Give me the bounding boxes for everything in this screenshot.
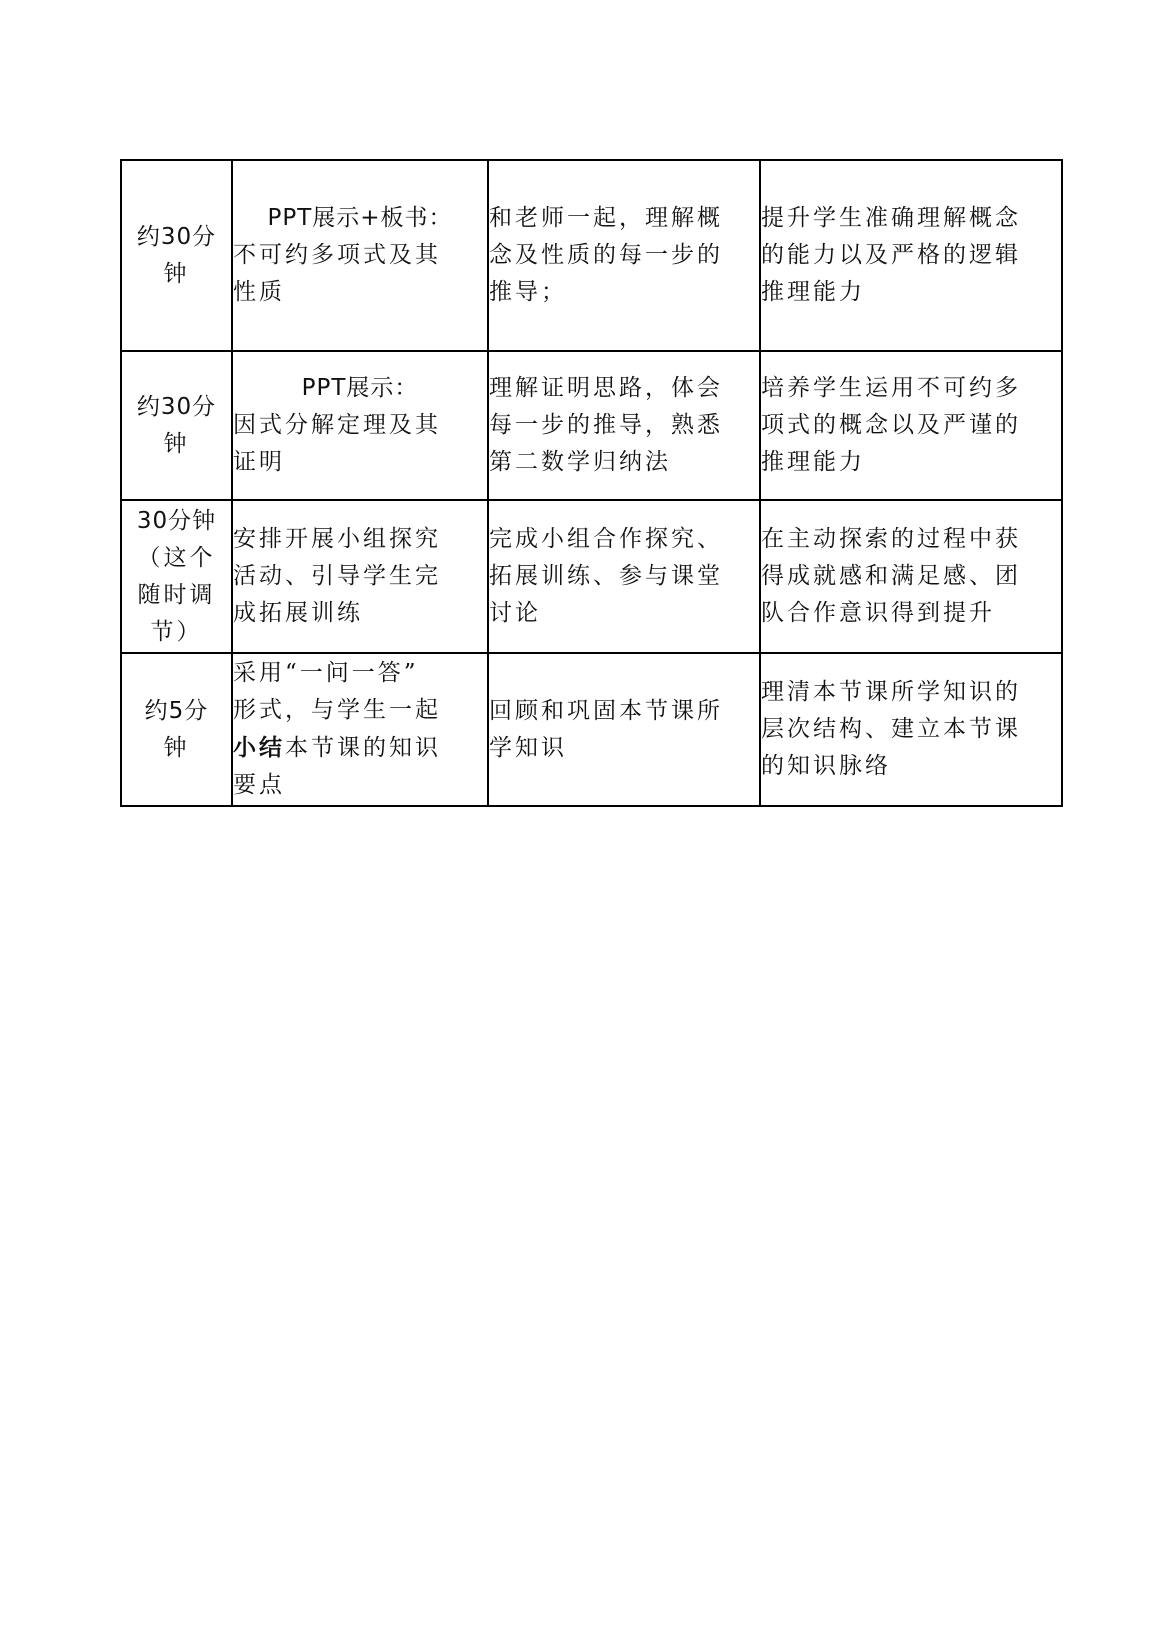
design-intent-text: 提升学生准确理解概念 — [761, 205, 1021, 231]
design-intent-cell — [760, 160, 1062, 351]
teacher-activity-text: 本节课的知识 — [285, 735, 441, 761]
table-row — [121, 500, 1062, 653]
design-intent-text: 在主动探索的过程中获 — [761, 526, 1021, 552]
design-intent-text: 的知识脉络 — [761, 753, 891, 779]
design-intent-text: 培养学生运用不可约多 — [761, 375, 1021, 401]
design-intent-cell — [760, 351, 1062, 500]
time-text: 节） — [150, 618, 203, 645]
design-intent-text: 队合作意识得到提升 — [761, 600, 995, 626]
time-cell — [121, 160, 232, 351]
time-text: 约5分 — [144, 697, 209, 724]
table-row — [121, 351, 1062, 500]
time-cell — [121, 653, 232, 806]
design-intent-text: 层次结构、建立本节课 — [761, 716, 1021, 742]
student-activity-cell — [488, 160, 760, 351]
teacher-activity-cell — [232, 160, 488, 351]
teacher-activity-text: PPT展示+板书： — [267, 205, 453, 231]
design-intent-text: 理清本节课所学知识的 — [761, 679, 1021, 705]
student-activity-text: 推导； — [489, 279, 567, 305]
teacher-activity-cell — [232, 653, 488, 806]
design-intent-text: 项式的概念以及严谨的 — [761, 412, 1021, 438]
student-activity-text: 理解证明思路，体会 — [489, 375, 723, 401]
teacher-activity-text: 成拓展训练 — [233, 600, 363, 626]
teacher-activity-text: 活动、引导学生完 — [233, 563, 441, 589]
teacher-activity-text: PPT展示： — [301, 375, 419, 401]
design-intent-text: 推理能力 — [761, 449, 865, 475]
table-row — [121, 160, 1062, 351]
teacher-activity-text: 性质 — [233, 279, 285, 305]
time-text: 约30分 — [136, 393, 217, 420]
student-activity-text: 讨论 — [489, 600, 541, 626]
student-activity-cell — [488, 653, 760, 806]
design-intent-cell — [760, 653, 1062, 806]
design-intent-text: 得成就感和满足感、团 — [761, 563, 1021, 589]
time-text: 钟 — [163, 734, 190, 761]
student-activity-text: 每一步的推导，熟悉 — [489, 412, 723, 438]
teacher-activity-text: 不可约多项式及其 — [233, 242, 441, 268]
student-activity-text: 完成小组合作探究、 — [489, 526, 723, 552]
time-text: 约30分 — [136, 223, 217, 250]
emphasis-text: 小结 — [233, 734, 285, 761]
student-activity-text: 拓展训练、参与课堂 — [489, 563, 723, 589]
teacher-activity-text: 安排开展小组探究 — [233, 526, 441, 552]
time-text: 30分钟 — [136, 507, 217, 534]
teacher-activity-cell — [232, 500, 488, 653]
design-intent-text: 推理能力 — [761, 279, 865, 305]
student-activity-text: 学知识 — [489, 734, 567, 761]
time-text: 钟 — [163, 430, 190, 457]
teacher-activity-cell — [232, 351, 488, 500]
time-text: 钟 — [163, 260, 190, 287]
teacher-activity-text: 形式，与学生一起 — [233, 697, 441, 723]
time-cell — [121, 351, 232, 500]
student-activity-text: 念及性质的每一步的 — [489, 242, 723, 268]
teacher-activity-text: 采用“一问一答” — [233, 660, 419, 686]
student-activity-text: 和老师一起，理解概 — [489, 205, 723, 231]
teacher-activity-text: 要点 — [233, 772, 285, 798]
student-activity-cell — [488, 351, 760, 500]
teacher-activity-text-line3 — [233, 729, 487, 767]
teacher-activity-text: 因式分解定理及其 — [233, 412, 441, 438]
table-row — [121, 653, 1062, 806]
lesson-plan-table — [120, 159, 1063, 807]
time-text: （这个 — [137, 544, 216, 571]
design-intent-cell — [760, 500, 1062, 653]
student-activity-text: 回顾和巩固本节课所 — [489, 697, 723, 724]
time-text: 随时调 — [137, 581, 216, 608]
time-cell — [121, 500, 232, 653]
design-intent-text: 的能力以及严格的逻辑 — [761, 242, 1021, 268]
teacher-activity-text: 证明 — [233, 449, 285, 475]
student-activity-text: 第二数学归纳法 — [489, 449, 671, 475]
student-activity-cell — [488, 500, 760, 653]
